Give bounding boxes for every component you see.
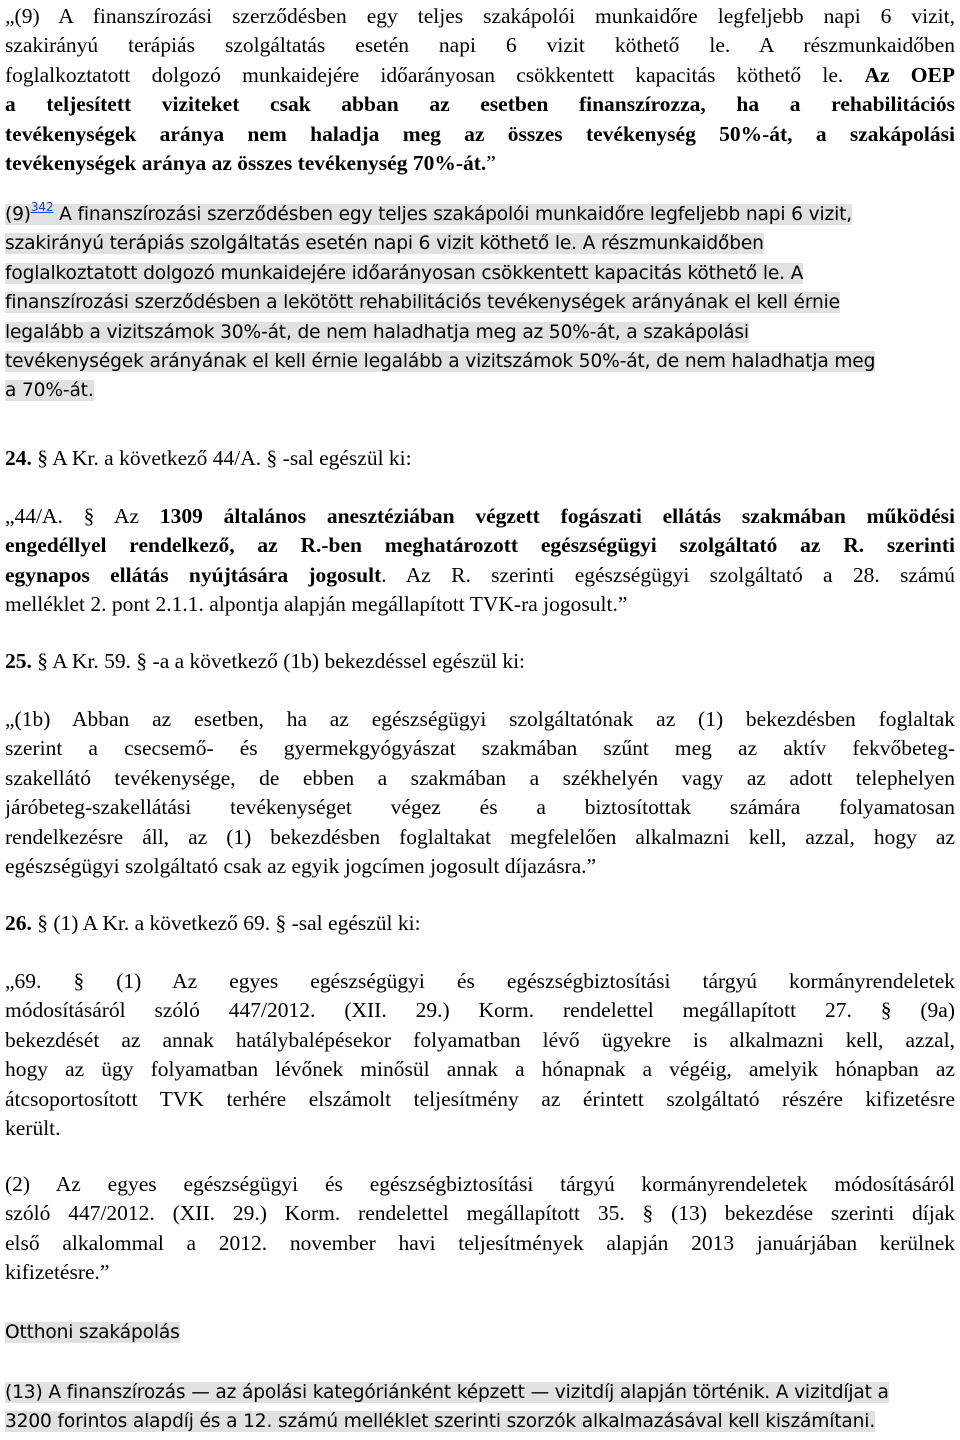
text-line <box>5 909 955 938</box>
text-line <box>5 149 955 178</box>
text-line: szakellátó tevékenysége, de ebben a szakmában a székhelyén vagy az adott telephelyen <box>5 765 955 790</box>
text-line: „(9) A finanszírozási szerződésben egy teljes szakápolói munkaidőre legfeljebb napi 6 vizit, <box>5 4 955 28</box>
paragraph-number: (9) <box>5 204 31 225</box>
item-25 <box>5 647 955 676</box>
heading-text: Otthoni szakápolás <box>5 1322 180 1343</box>
text-run: foglalkoztatott dolgozó munkaidejére időarányosan csökkentett kapacitás köthető le. <box>5 62 865 87</box>
text-run: § A Kr. a következő 44/A. § -sal egészül ki: <box>31 446 412 470</box>
text-line <box>5 502 955 531</box>
text-run: A finanszírozási szerződésben egy teljes szakápolói munkaidőre legfeljebb napi 6 vizit, <box>53 204 853 225</box>
text-line <box>5 444 955 473</box>
paragraph-44a <box>5 502 955 620</box>
text-line <box>5 1407 955 1436</box>
text-line: rendelkezésre áll, az (1) bekezdésben foglaltakat megfelelően alkalmazni kell, azzal, hogy az <box>5 824 955 849</box>
text-line <box>5 561 955 590</box>
paragraph-13 <box>5 1378 955 1437</box>
item-26 <box>5 909 955 938</box>
paragraph-69-2 <box>5 1170 955 1288</box>
text-line: egészségügyi szolgáltató csak az egyik jogcímen jogosult díjazásra.” <box>5 853 597 878</box>
bold-run: tevékenységek aránya nem haladja meg az összes tevékenység 50%-át, a szakápolási <box>5 121 955 146</box>
paragraph-9-old <box>5 2 955 178</box>
text-line <box>5 61 955 90</box>
paragraph-1b <box>5 705 955 881</box>
item-24 <box>5 444 955 473</box>
highlighted-text <box>5 200 853 225</box>
highlighted-text: szakirányú terápiás szolgáltatás esetén napi 6 vizit köthető le. A részmunkaidőben <box>5 233 764 255</box>
text-line: (2) Az egyes egészségügyi és egészségbiztosítási tárgyú kormányrendeletek módosításáról <box>5 1172 955 1196</box>
text-line <box>5 531 955 560</box>
text-line <box>5 200 955 229</box>
highlighted-text: (13) A finanszírozás — az ápolási kategóriánként képzett — vizitdíj alapján történik. A vizitdíjat a <box>5 1382 889 1403</box>
text-line: első alkalommal a 2012. november havi teljesítmények alapján 2013 januárjában kerülnek <box>5 1230 955 1255</box>
text-line: került. <box>5 1115 61 1140</box>
highlighted-text: a 70%-át. <box>5 380 94 402</box>
section-heading <box>5 1318 955 1347</box>
highlighted-text: 3200 forintos alapdíj és a 12. számú melléklet szerinti szorzók alkalmazásával kell kiszámítani. <box>5 1411 876 1433</box>
highlighted-text: finanszírozási szerződésben a lekötött rehabilitációs tevékenységek arányának el kell érnie <box>5 292 840 314</box>
bold-run: a teljesített viziteket csak abban az esetben finanszírozza, ha a rehabilitációs <box>5 92 955 117</box>
text-line: átcsoportosított TVK terhére elszámolt teljesítmény az érintett szolgáltató részére kifizetésre <box>5 1086 955 1111</box>
text-line <box>5 90 955 119</box>
text-line <box>5 347 955 376</box>
text-line <box>5 120 955 149</box>
bold-run: engedéllyel rendelkező, az R.-ben meghatározott egészségügyi szolgáltató az R. szerinti <box>5 533 955 558</box>
text-line: módosításáról szóló 447/2012. (XII. 29.) Korm. rendelettel megállapított 27. § (9a) <box>5 998 955 1023</box>
text-line <box>5 1318 955 1347</box>
text-line: kifizetésre.” <box>5 1260 110 1285</box>
text-line: szerint a csecsemő- és gyermekgyógyászat szakmában szűnt meg az aktív fekvőbeteg- <box>5 736 955 761</box>
text-line <box>5 229 955 258</box>
bold-run: Az OEP <box>864 62 955 87</box>
paragraph-69-1 <box>5 967 955 1143</box>
text-run: „44/A. § Az <box>5 504 160 528</box>
bold-run: egynapos ellátás nyújtására jogosult <box>5 562 382 587</box>
highlighted-text: foglalkoztatott dolgozó munkaidejére időarányosan csökkentett kapacitás köthető le. A <box>5 262 804 284</box>
text-run: . Az R. szerinti egészségügyi szolgáltató a 28. számú <box>381 562 955 587</box>
text-line: járóbeteg-szakellátási tevékenységet végez és a biztosítottak számára folyamatosan <box>5 795 955 820</box>
text-line <box>5 259 955 288</box>
closing-quote: ” <box>486 150 496 175</box>
text-run: § A Kr. 59. § -a a következő (1b) bekezdéssel egészül ki: <box>31 649 526 673</box>
text-line: „69. § (1) Az egyes egészségügyi és egészségbiztosítási tárgyú kormányrendeletek <box>5 969 955 993</box>
text-line: melléklet 2. pont 2.1.1. alpontja alapján megállapított TVK-ra jogosult.” <box>5 592 628 617</box>
text-line <box>5 647 955 676</box>
footnote-link[interactable]: 342 <box>30 200 54 214</box>
text-line <box>5 318 955 347</box>
text-line: „(1b) Abban az esetben, ha az egészségügyi szolgáltatónak az (1) bekezdésben foglaltak <box>5 707 955 731</box>
footnote-reference <box>31 200 53 214</box>
item-number: 25. <box>5 649 32 673</box>
bold-run: 1309 általános anesztéziában végzett fogászati ellátás szakmában működési <box>159 504 955 528</box>
item-number: 24. <box>5 446 32 470</box>
bold-run: tevékenységek aránya az összes tevékenység 70%-át. <box>5 150 487 175</box>
highlighted-text: legalább a vizitszámok 30%-át, de nem haladhatja meg az 50%-át, a szakápolási <box>5 321 749 343</box>
highlighted-text: tevékenységek arányának el kell érnie legalább a vizitszámok 50%-át, de nem haladhatja meg <box>5 351 876 373</box>
item-number: 26. <box>5 911 32 935</box>
text-line: szóló 447/2012. (XII. 29.) Korm. rendelettel megállapított 35. § (13) bekezdése szerinti díjak <box>5 1201 955 1226</box>
text-run: § (1) A Kr. a következő 69. § -sal egészül ki: <box>31 911 421 935</box>
paragraph-9-new <box>5 200 955 406</box>
text-line <box>5 1378 955 1407</box>
text-line <box>5 376 955 405</box>
text-line: hogy az ügy folyamatban lévőnek minősül annak a hónapnak a végéig, amelyik hónapban az <box>5 1057 955 1082</box>
text-line: bekezdését az annak hatálybalépésekor folyamatban lévő ügyekre is alkalmazni kell, azzal, <box>5 1027 955 1052</box>
text-line <box>5 288 955 317</box>
text-line: szakirányú terápiás szolgáltatás esetén napi 6 vizit köthető le. A részmunkaidőben <box>5 33 955 58</box>
